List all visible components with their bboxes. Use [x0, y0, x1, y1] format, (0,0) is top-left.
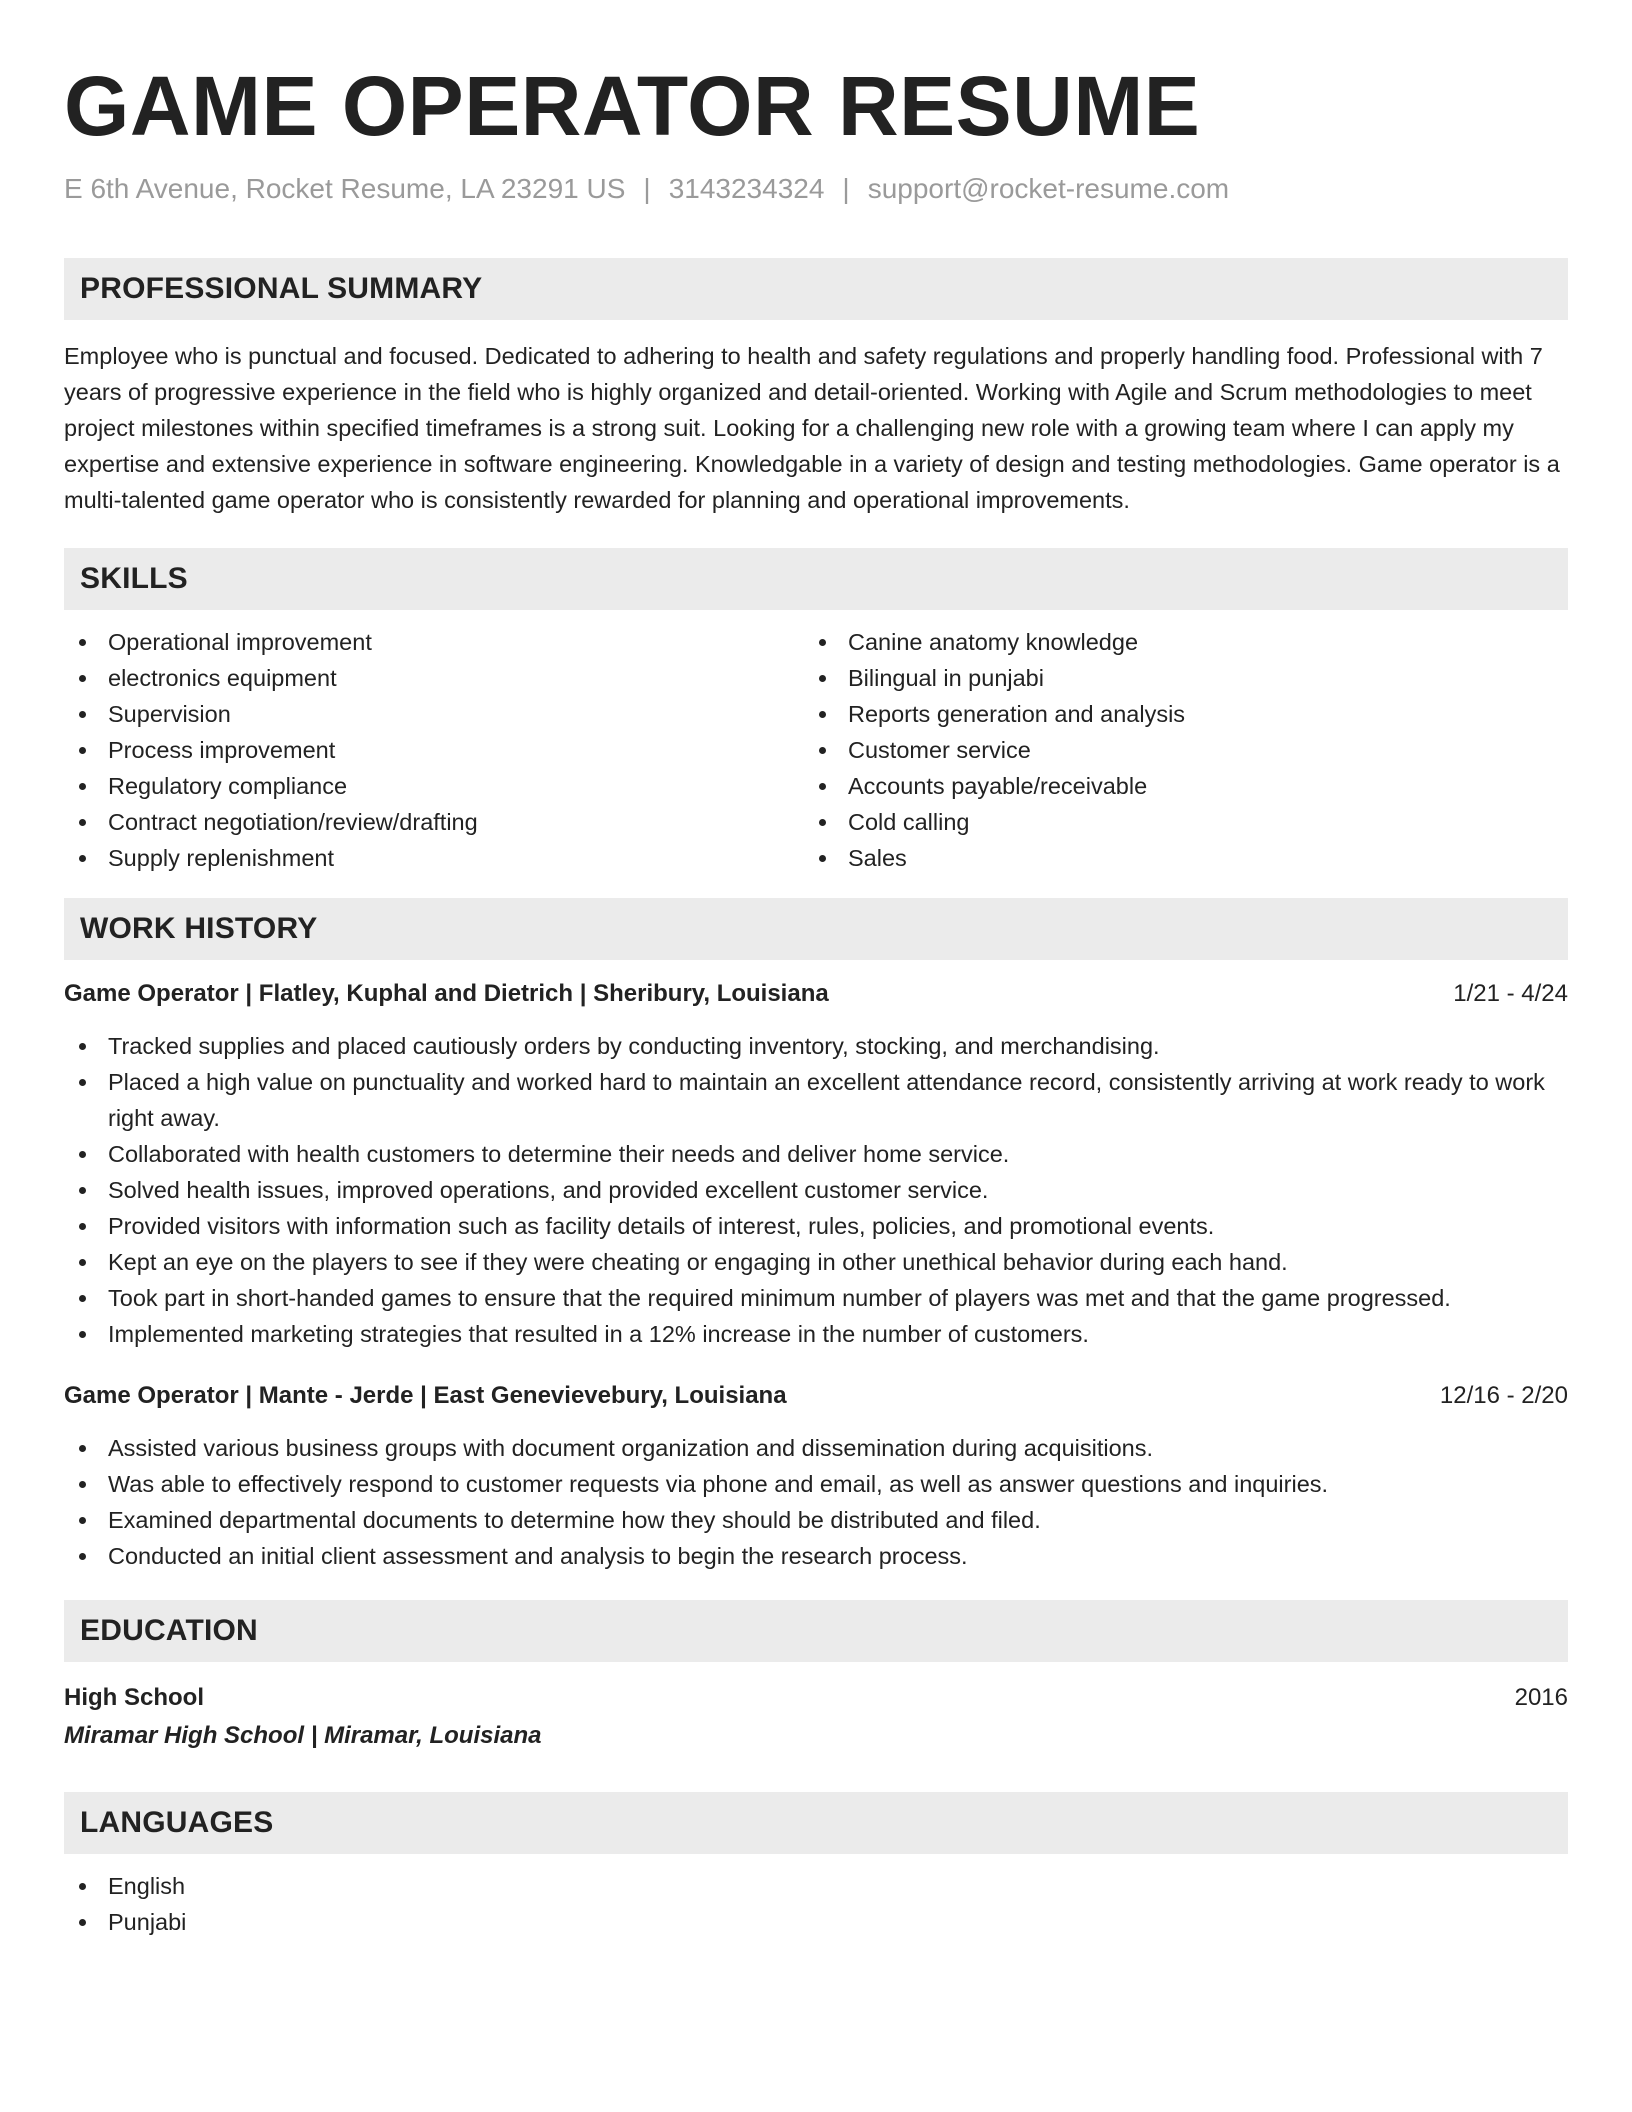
contact-email: support@rocket-resume.com: [867, 173, 1230, 204]
job-bullet: Collaborated with health customers to determine their needs and deliver home service.: [64, 1136, 1568, 1172]
skills-grid: [64, 624, 1568, 876]
skill-item: Bilingual in punjabi: [804, 660, 1544, 696]
language-item: Punjabi: [64, 1904, 1568, 1940]
summary-text: Employee who is punctual and focused. Dedicated to adhering to health and safety regulations and properly handling food. Professional with 7 years of progressive experience in the field who is highly organized and detail-oriented. Working with Agile and Scrum methodologies to meet project milestones within specified timeframes is a strong suit. Looking for a challenging new role with a growing team where I can apply my expertise and extensive experience in software engineering. Knowledgable in a variety of design and testing methodologies. Game operator is a multi-talented game operator who is consistently rewarded for planning and operational improvements.: [64, 343, 1560, 513]
job-title: Game Operator | Mante - Jerde | East Genevievebury, Louisiana: [64, 1382, 787, 1409]
contact-address: E 6th Avenue, Rocket Resume, LA 23291 US: [64, 173, 626, 204]
resume-title: GAME OPERATOR RESUME: [64, 59, 1201, 153]
section-heading-education: EDUCATION: [64, 1600, 1568, 1662]
job-bullet: Examined departmental documents to determine how they should be distributed and filed.: [64, 1502, 1568, 1538]
job-dates: 12/16 - 2/20: [1439, 1382, 1568, 1409]
job-header: [64, 976, 1568, 1012]
job-bullet: Placed a high value on punctuality and worked hard to maintain an excellent attendance record, consistently arriving at work ready to work right away.: [64, 1064, 1568, 1136]
skill-item: electronics equipment: [64, 660, 804, 696]
skill-item: Supervision: [64, 696, 804, 732]
job-bullet: Conducted an initial client assessment and analysis to begin the research process.: [64, 1538, 1568, 1574]
skill-item: Process improvement: [64, 732, 804, 768]
skill-item: Operational improvement: [64, 624, 804, 660]
section-heading-work: WORK HISTORY: [64, 898, 1568, 960]
education-year: 2016: [1514, 1684, 1568, 1711]
education-school: Miramar High School | Miramar, Louisiana: [64, 1722, 542, 1749]
skill-item: Cold calling: [804, 804, 1544, 840]
section-heading-summary: PROFESSIONAL SUMMARY: [64, 258, 1568, 320]
languages-list: [64, 1868, 1568, 1940]
education-degree: High School: [64, 1684, 204, 1711]
job-bullet: Assisted various business groups with document organization and dissemination during acquisitions.: [64, 1430, 1568, 1466]
job-bullet: Kept an eye on the players to see if they were cheating or engaging in other unethical behavior during each hand.: [64, 1244, 1568, 1280]
skill-item: Canine anatomy knowledge: [804, 624, 1544, 660]
education-header: [64, 1680, 1568, 1716]
contact-separator: |: [842, 173, 850, 204]
section-heading-skills: SKILLS: [64, 548, 1568, 610]
section-heading-languages: LANGUAGES: [64, 1792, 1568, 1854]
language-item: English: [64, 1868, 1568, 1904]
job-bullet: Solved health issues, improved operations, and provided excellent customer service.: [64, 1172, 1568, 1208]
job-bullet: Tracked supplies and placed cautiously orders by conducting inventory, stocking, and merchandising.: [64, 1028, 1568, 1064]
skills-list-left: [64, 624, 804, 876]
contact-separator: |: [643, 173, 651, 204]
job-bullet: Took part in short-handed games to ensure that the required minimum number of players was met and that the game progressed.: [64, 1280, 1568, 1316]
skill-item: Reports generation and analysis: [804, 696, 1544, 732]
skill-item: Regulatory compliance: [64, 768, 804, 804]
skill-item: Customer service: [804, 732, 1544, 768]
skill-item: Accounts payable/receivable: [804, 768, 1544, 804]
skill-item: Contract negotiation/review/drafting: [64, 804, 804, 840]
skill-item: Supply replenishment: [64, 840, 804, 876]
job-title: Game Operator | Flatley, Kuphal and Dietrich | Sheribury, Louisiana: [64, 980, 829, 1007]
contact-phone: 3143234324: [668, 173, 825, 204]
contact-line: [64, 172, 1568, 206]
job-bullet: Provided visitors with information such as facility details of interest, rules, policies, and promotional events.: [64, 1208, 1568, 1244]
skill-item: Sales: [804, 840, 1544, 876]
job-bullets: [64, 1028, 1568, 1352]
job-header: [64, 1378, 1568, 1414]
job-bullet: Was able to effectively respond to customer requests via phone and email, as well as answer questions and inquiries.: [64, 1466, 1568, 1502]
job-bullet: Implemented marketing strategies that resulted in a 12% increase in the number of customers.: [64, 1316, 1568, 1352]
job-dates: 1/21 - 4/24: [1453, 980, 1568, 1007]
job-bullets: [64, 1430, 1568, 1574]
skills-list-right: [804, 624, 1544, 876]
